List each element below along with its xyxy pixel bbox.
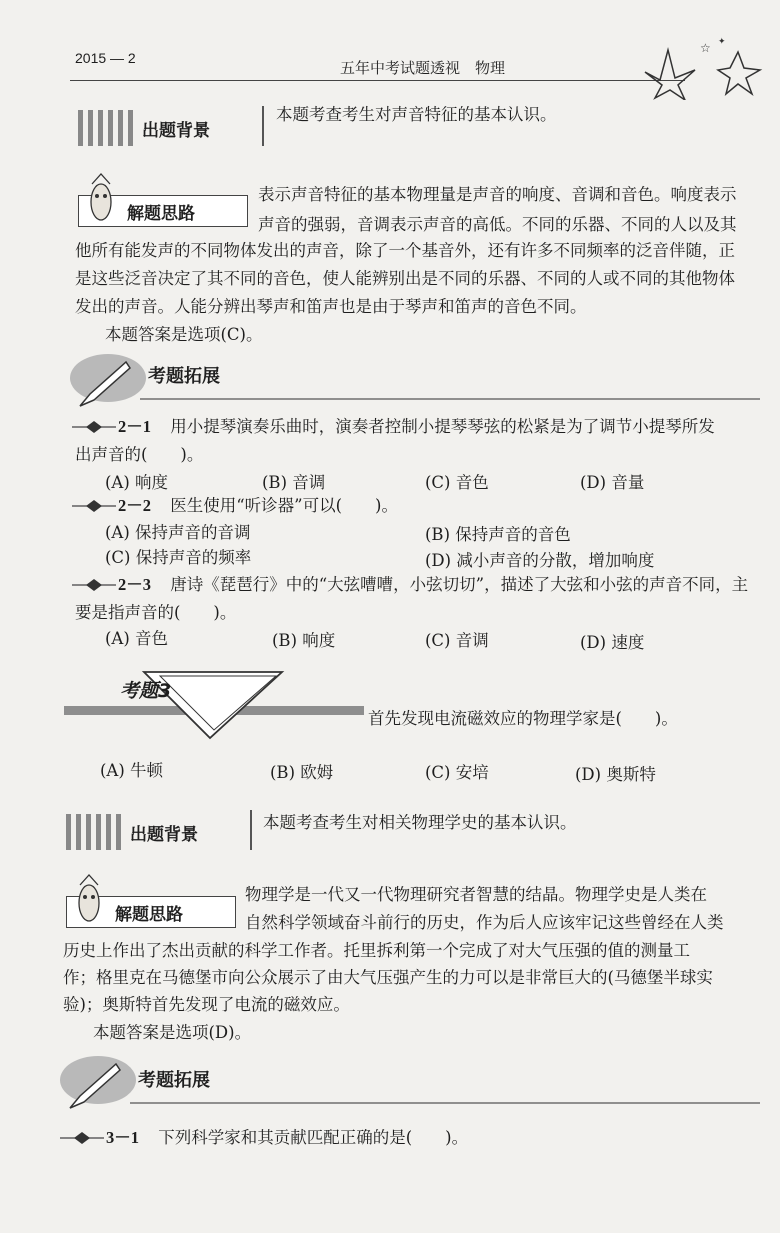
question-2-1: 2－1 用小提琴演奏乐曲时，演奏者控制小提琴琴弦的松紧是为了调节小提琴所发 (118, 417, 715, 436)
option: (D) 减小声音的分散，增加响度 (425, 551, 655, 570)
question-3-label: 考题3 (120, 680, 172, 702)
background-text: 本题考查考生对声音特征的基本认识。 (276, 105, 557, 124)
diamond-marker-icon (72, 578, 116, 592)
question-3-badge (64, 668, 364, 740)
background-badge-label: 出题背景 (130, 824, 198, 845)
answer-2: 本题答案是选项(D)。 (93, 1023, 252, 1042)
option: (C) 保持声音的频率 (105, 548, 252, 567)
background-text: 本题考查考生对相关物理学史的基本认识。 (263, 813, 577, 832)
option: (D) 音量 (580, 473, 645, 492)
option: (B) 保持声音的音色 (425, 525, 571, 544)
background-badge (78, 108, 210, 148)
option: (A) 保持声音的音调 (105, 523, 251, 542)
diamond-marker-icon (72, 420, 116, 434)
thinking-line-1: 表示声音特征的基本物理量是声音的响度、音调和音色。响度表示 (258, 185, 737, 204)
question-2-3-cont: 要是指声音的( )。 (75, 603, 237, 622)
option: (C) 音色 (425, 473, 489, 492)
svg-text:✦: ✦ (718, 37, 726, 47)
question-2-3: 2－3 唐诗《琵琶行》中的“大弦嘈嘈，小弦切切”，描述了大弦和小弦的声音不同，主 (118, 575, 749, 594)
mascot-icon (86, 172, 116, 224)
thinking-badge-label: 解题思路 (127, 203, 195, 224)
header-rule (70, 80, 685, 81)
thinking-line-1: 物理学是一代又一代物理研究者智慧的结晶。物理学史是人类在 (245, 885, 707, 904)
option: (C) 音调 (425, 631, 489, 650)
svg-text:☆: ☆ (700, 41, 711, 55)
option: (A) 响度 (105, 473, 169, 492)
extension-badge-label: 考题拓展 (148, 366, 220, 387)
option: (A) 牛顿 (100, 761, 164, 780)
thinking-line-3: 历史上作出了杰出贡献的科学工作者。托里拆利第一个完成了对大气压强的值的测量工 (63, 941, 690, 960)
thinking-line-5: 发出的声音。人能分辨出琴声和笛声也是由于琴声和笛声的音色不同。 (75, 297, 587, 316)
extension-badge-label: 考题拓展 (138, 1070, 210, 1091)
running-title: 五年中考试题透视 物理 (340, 59, 506, 77)
background-badge-label: 出题背景 (142, 120, 210, 141)
option: (B) 音调 (262, 473, 326, 492)
thinking-line-4: 作；格里克在马德堡市向公众展示了由大气压强产生的力可以是非常巨大的(马德堡半球实 (63, 968, 713, 987)
extension-rule (140, 396, 760, 402)
option: (B) 响度 (272, 631, 336, 650)
question-3-text: 首先发现电流磁效应的物理学家是( )。 (368, 709, 678, 728)
question-2-2: 2－2 医生使用“听诊器”可以( )。 (118, 496, 398, 515)
diamond-marker-icon (72, 499, 116, 513)
background-badge (66, 812, 198, 852)
diamond-marker-icon (60, 1131, 104, 1145)
question-2-1-cont: 出声音的( )。 (75, 445, 204, 464)
thinking-line-2: 声音的强弱，音调表示声音的高低。不同的乐器、不同的人以及其 (258, 215, 737, 234)
issue-number: 2015 — 2 (75, 50, 136, 66)
thinking-badge-label: 解题思路 (115, 904, 183, 925)
answer-1: 本题答案是选项(C)。 (105, 325, 263, 344)
option: (C) 安培 (425, 763, 489, 782)
question-3-1: 3－1 下列科学家和其贡献匹配正确的是( )。 (106, 1128, 469, 1147)
option: (B) 欧姆 (270, 763, 334, 782)
mascot-icon (74, 873, 104, 925)
option: (A) 音色 (105, 629, 169, 648)
stars-decoration-icon (640, 30, 770, 100)
divider (262, 106, 264, 146)
thinking-line-3: 他所有能发声的不同物体发出的声音，除了一个基音外，还有许多不同频率的泛音伴随，正 (75, 241, 735, 260)
thinking-line-2: 自然科学领域奋斗前行的历史，作为后人应该牢记这些曾经在人类 (245, 913, 724, 932)
option: (D) 奥斯特 (575, 765, 656, 784)
divider (250, 810, 252, 850)
thinking-line-4: 是这些泛音决定了其不同的音色，使人能辨别出是不同的乐器、不同的人或不同的其他物体 (75, 269, 735, 288)
option: (D) 速度 (580, 633, 645, 652)
thinking-line-5: 验)；奥斯特首先发现了电流的磁效应。 (63, 995, 350, 1014)
extension-rule (130, 1100, 760, 1106)
